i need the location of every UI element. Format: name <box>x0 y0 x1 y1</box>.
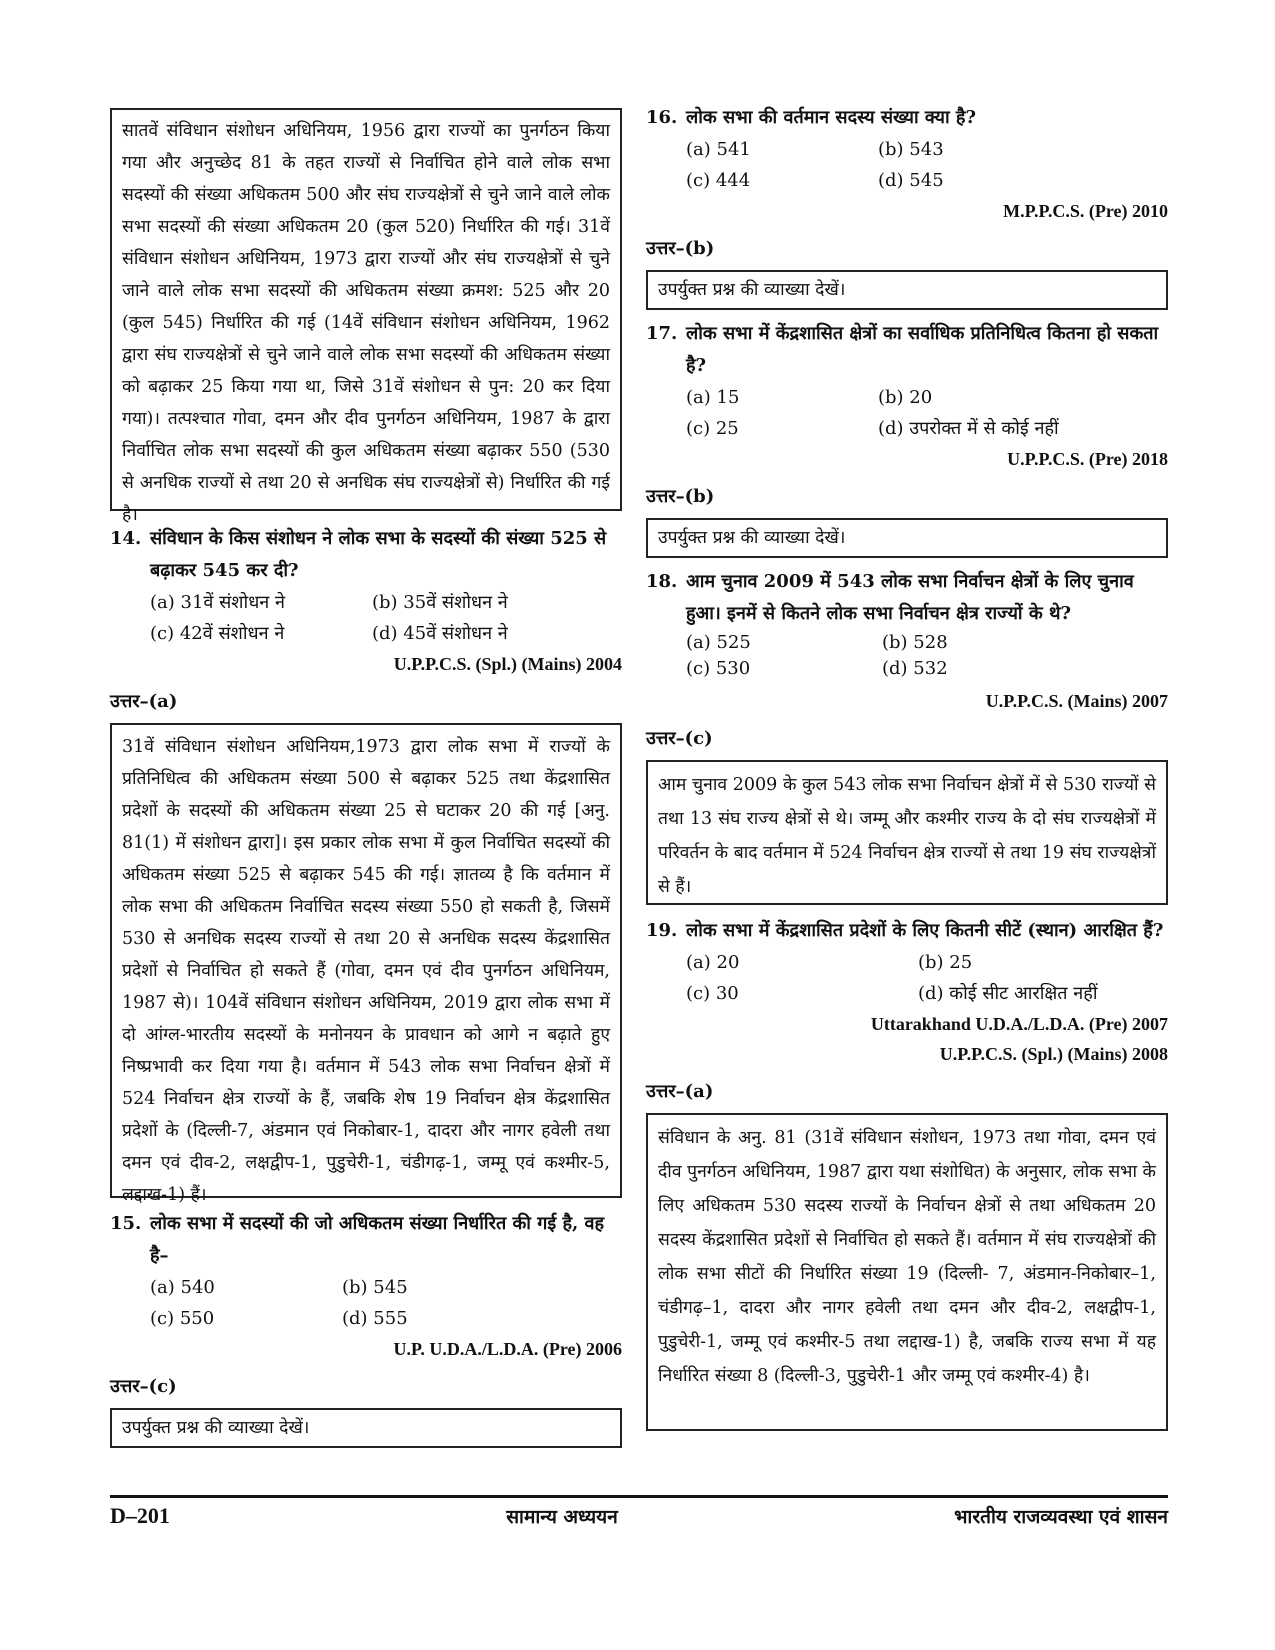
explanation-box: उपर्युक्त प्रश्न की व्याख्या देखें। <box>646 518 1168 558</box>
option-b: (b) 543 <box>878 139 944 160</box>
option-b: (b) 528 <box>882 632 948 653</box>
left-column <box>110 108 622 1448</box>
options <box>646 134 1168 196</box>
question-number: 16. <box>646 107 678 128</box>
option-a: (a) 540 <box>150 1277 215 1298</box>
question-text: आम चुनाव 2009 में 543 लोक सभा निर्वाचन क्षेत्रों के लिए चुनाव हुआ। इनमें से कितने लोक सभा निर्वाचन क्षेत्र राज्यों के थे? <box>686 571 1134 624</box>
option-a: (a) 541 <box>686 139 751 160</box>
footer-rule <box>110 1495 1168 1498</box>
option-c: (c) 444 <box>686 170 751 191</box>
question-15 <box>110 1208 622 1448</box>
options <box>646 382 1168 444</box>
explanation-box: संविधान के अनु. 81 (31वें संविधान संशोधन, 1973 तथा गोवा, दमन एवं दीव पुनर्गठन अधिनियम, 1987 द्वारा यथा संशोधित) के अनुसार, लोक सभा के लिए अधिकतम 530 सदस्य राज्यों के निर्वाचन क्षेत्रों से तथा अधिकतम 20 सदस्य केंद्रशासित प्रदेशों से निर्वाचित हो सकते हैं। वर्तमान में संघ राज्यक्षेत्रों की लोक सभा सीटों की निर्धारित संख्या 19 (दिल्ली- 7, अंडमान-निकोबार–1, चंडीगढ़–1, दादरा और नागर हवेली तथा दमन और दीव-2, लक्षद्वीप-1, पुडुचेरी-1, जम्मू एवं कश्मीर-5 तथा लद्दाख-1) है, जबकि राज्य सभा में यह निर्धारित संख्या 8 (दिल्ली-3, पुडुचेरी-1 और जम्मू एवं कश्मीर-4) है। <box>646 1113 1168 1431</box>
options <box>646 947 1168 1009</box>
option-c: (c) 550 <box>150 1308 215 1329</box>
explanation-box: उपर्युक्त प्रश्न की व्याख्या देखें। <box>110 1408 622 1448</box>
exam-source: M.P.P.C.S. (Pre) 2010 <box>1003 201 1168 221</box>
exam-source: Uttarakhand U.D.A./L.D.A. (Pre) 2007 <box>870 1014 1168 1034</box>
option-d: (d) 555 <box>342 1308 408 1329</box>
answer-label: उत्तर–(c) <box>646 728 713 749</box>
question-text: संविधान के किस संशोधन ने लोक सभा के सदस्यों की संख्या 525 से बढ़ाकर 545 कर दी? <box>150 528 607 581</box>
explanation-box-13: सातवें संविधान संशोधन अधिनियम, 1956 द्वारा राज्यों का पुनर्गठन किया गया और अनुच्छेद 81 के तहत राज्यों से निर्वाचित होने वाले लोक सभा सदस्यों की संख्या अधिकतम 500 और संघ राज्यक्षेत्रों से चुने जाने वाले लोक सभा सदस्यों की संख्या अधिकतम 20 (कुल 520) निर्धारित की गई। 31वें संविधान संशोधन अधिनियम, 1973 द्वारा राज्यों और संघ राज्यक्षेत्रों से चुने जाने वाले लोक सभा सदस्यों की अधिकतम संख्या क्रमश: 525 और 20 (कुल 545) निर्धारित की गई (14वें संविधान संशोधन अधिनियम, 1962 द्वारा संघ राज्यक्षेत्रों से चुने जाने वाले लोक सभा सदस्यों की अधिकतम संख्या को बढ़ाकर 25 किया गया था, जिसे 31वें संशोधन से पुन: 20 कर दिया गया)। तत्पश्चात गोवा, दमन और दीव पुनर्गठन अधिनियम, 1987 के द्वारा निर्वाचित लोक सभा सदस्यों की कुल अधिकतम संख्या बढ़ाकर 550 (530 से अनधिक राज्यों से तथा 20 से अनधिक संघ राज्यक्षेत्रों से) निर्धारित की गई है। <box>110 108 622 511</box>
option-d: (d) 45वें संशोधन ने <box>372 623 508 644</box>
option-a: (a) 525 <box>686 632 751 653</box>
exam-source: U.P. U.D.A./L.D.A. (Pre) 2006 <box>393 1339 622 1359</box>
right-column <box>646 102 1168 1431</box>
exam-source: U.P.P.C.S. (Spl.) (Mains) 2004 <box>393 654 622 674</box>
option-c: (c) 42वें संशोधन ने <box>150 623 285 644</box>
question-text: लोक सभा में केंद्रशासित प्रदेशों के लिए कितनी सीटें (स्थान) आरक्षित हैं? <box>686 920 1164 941</box>
page-number: D–201 <box>110 1503 170 1528</box>
option-d: (d) 532 <box>882 658 948 679</box>
question-16 <box>646 102 1168 310</box>
question-text: लोक सभा की वर्तमान सदस्य संख्या क्या है? <box>686 107 977 128</box>
footer-section: भारतीय राजव्यवस्था एवं शासन <box>954 1506 1168 1528</box>
explanation-box: आम चुनाव 2009 के कुल 543 लोक सभा निर्वाचन क्षेत्रों में से 530 राज्यों से तथा 13 संघ राज्य क्षेत्रों से थे। जम्मू और कश्मीर राज्य के दो संघ राज्यक्षेत्रों में परिवर्तन के बाद वर्तमान में 524 निर्वाचन क्षेत्र राज्यों से तथा 19 संघ राज्यक्षेत्रों से हैं। <box>646 760 1168 905</box>
answer-label: उत्तर–(a) <box>110 691 178 712</box>
options <box>646 630 1168 682</box>
explanation-box: उपर्युक्त प्रश्न की व्याख्या देखें। <box>646 270 1168 310</box>
option-d: (d) कोई सीट आरक्षित नहीं <box>918 983 1098 1004</box>
question-text: लोक सभा में सदस्यों की जो अधिकतम संख्या निर्धारित की गई है, वह है– <box>150 1213 605 1266</box>
option-b: (b) 25 <box>918 952 973 973</box>
question-number: 18. <box>646 571 678 592</box>
question-number: 15. <box>110 1213 142 1234</box>
exam-source: U.P.P.C.S. (Mains) 2007 <box>985 691 1168 711</box>
answer-label: उत्तर–(b) <box>646 486 715 507</box>
option-a: (a) 20 <box>686 952 740 973</box>
option-c: (c) 530 <box>686 658 751 679</box>
question-number: 19. <box>646 920 678 941</box>
exam-source: U.P.P.C.S. (Pre) 2018 <box>1007 449 1168 469</box>
option-c: (c) 30 <box>686 983 739 1004</box>
options <box>110 587 622 649</box>
answer-label: उत्तर–(c) <box>110 1376 177 1397</box>
option-d: (d) उपरोक्त में से कोई नहीं <box>878 418 1059 439</box>
option-a: (a) 31वें संशोधन ने <box>150 592 285 613</box>
question-17 <box>646 318 1168 558</box>
option-d: (d) 545 <box>878 170 944 191</box>
question-number: 14. <box>110 528 142 549</box>
option-b: (b) 35वें संशोधन ने <box>372 592 508 613</box>
answer-label: उत्तर–(b) <box>646 238 715 259</box>
footer-subject: सामान्य अध्ययन <box>506 1506 618 1528</box>
exam-source-2: U.P.P.C.S. (Spl.) (Mains) 2008 <box>939 1044 1168 1064</box>
question-19 <box>646 915 1168 1431</box>
explanation-box: 31वें संविधान संशोधन अधिनियम,1973 द्वारा लोक सभा में राज्यों के प्रतिनिधित्व की अधिकतम संख्या 500 से बढ़ाकर 525 तथा केंद्रशासित प्रदेशों के सदस्यों की अधिकतम संख्या 25 से घटाकर 20 की गई [अनु. 81(1) में संशोधन द्वारा]। इस प्रकार लोक सभा में कुल निर्वाचित सदस्यों की अधिकतम संख्या 525 से बढ़ाकर 545 की गई। ज्ञातव्य है कि वर्तमान में लोक सभा की अधिकतम निर्वाचित सदस्य संख्या 550 हो सकती है, जिसमें 530 से अनधिक सदस्य राज्यों से तथा 20 से अनधिक सदस्य केंद्रशासित प्रदेशों से निर्वाचित हो सकते हैं (गोवा, दमन एवं दीव पुनर्गठन अधिनियम, 1987 से)। 104वें संविधान संशोधन अधिनियम, 2019 द्वारा लोक सभा में दो आंग्ल-भारतीय सदस्यों के मनोनयन के प्रावधान को आगे न बढ़ाते हुए निष्प्रभावी कर दिया गया है। वर्तमान में 543 लोक सभा निर्वाचन क्षेत्रों में 524 निर्वाचन क्षेत्र राज्यों के हैं, जबकि शेष 19 निर्वाचन क्षेत्र केंद्रशासित प्रदेशों के (दिल्ली-7, अंडमान एवं निकोबार-1, दादरा और नागर हवेली तथा दमन एवं दीव-2, लक्षद्वीप-1, पुडुचेरी-1, चंडीगढ़-1, जम्मू एवं कश्मीर-5, लद्दाख-1) हैं। <box>110 723 622 1198</box>
option-b: (b) 20 <box>878 387 933 408</box>
question-18 <box>646 566 1168 905</box>
question-text: लोक सभा में केंद्रशासित क्षेत्रों का सर्वाधिक प्रतिनिधित्व कितना हो सकता है? <box>686 323 1159 376</box>
question-number: 17. <box>646 323 678 344</box>
options <box>110 1272 622 1334</box>
option-b: (b) 545 <box>342 1277 408 1298</box>
option-c: (c) 25 <box>686 418 739 439</box>
answer-label: उत्तर–(a) <box>646 1081 714 1102</box>
question-14 <box>110 523 622 1205</box>
page-footer <box>110 1503 1168 1529</box>
option-a: (a) 15 <box>686 387 740 408</box>
